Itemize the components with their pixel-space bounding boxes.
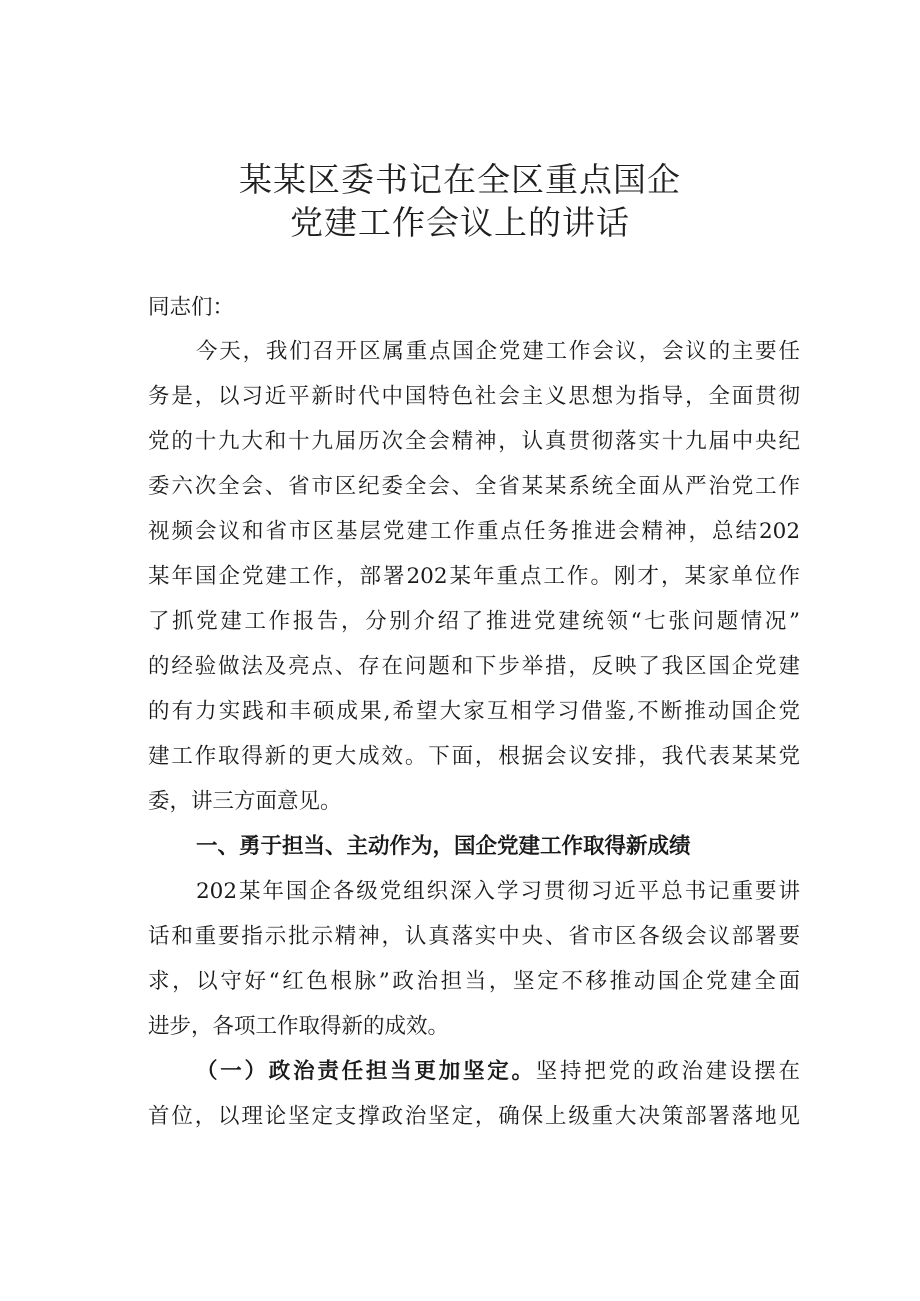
paragraph-line: 了抓党建工作报告，分别介绍了推进党建统领“七张问题情况” [148, 609, 800, 634]
paragraph-text: 坚持把党的政治建设摆在 [535, 1059, 800, 1084]
paragraph-line: 务是，以习近平新时代中国特色社会主义思想为指导，全面贯彻 [148, 384, 800, 409]
section-heading: 一、勇于担当、主动作为，国企党建工作取得新成绩 [196, 834, 691, 859]
paragraph-line: 党的十九大和十九届历次全会精神，认真贯彻落实十九届中央纪 [148, 429, 800, 454]
subsection-heading: （一）政治责任担当更加坚定。 [196, 1059, 536, 1084]
document-title-line-2: 党建工作会议上的讲话 [290, 203, 630, 242]
paragraph-line: 进步，各项工作取得新的成效。 [148, 1014, 450, 1039]
paragraph-line: 的有力实践和丰硕成果,希望大家互相学习借鉴,不断推动国企党 [148, 699, 800, 724]
document-title-line-1: 某某区委书记在全区重点国企 [239, 160, 681, 199]
paragraph-line: 委，讲三方面意见。 [148, 789, 342, 814]
paragraph-line: 话和重要指示批示精神，认真落实中央、省市区各级会议部署要 [148, 924, 800, 949]
salutation: 同志们： [148, 295, 235, 320]
paragraph-line: 首位，以理论坚定支撑政治坚定，确保上级重大决策部署落地见 [148, 1104, 800, 1129]
paragraph-line: 求，以守好“红色根脉”政治担当，坚定不移推动国企党建全面 [148, 969, 800, 994]
paragraph-line: 建工作取得新的更大成效。下面，根据会议安排，我代表某某党 [148, 744, 800, 769]
paragraph-line: 的经验做法及亮点、存在问题和下步举措，反映了我区国企党建 [148, 654, 800, 679]
paragraph-line [196, 1049, 800, 1095]
paragraph-line: 某年国企党建工作，部署202某年重点工作。刚才，某家单位作 [148, 564, 800, 589]
paragraph-line: 视频会议和省市区基层党建工作重点任务推进会精神，总结202 [148, 519, 800, 544]
paragraph-line: 今天，我们召开区属重点国企党建工作会议，会议的主要任 [196, 339, 800, 364]
paragraph-line: 202某年国企各级党组织深入学习贯彻习近平总书记重要讲 [196, 879, 800, 904]
paragraph-line: 委六次全会、省市区纪委全会、全省某某系统全面从严治党工作 [148, 474, 800, 499]
